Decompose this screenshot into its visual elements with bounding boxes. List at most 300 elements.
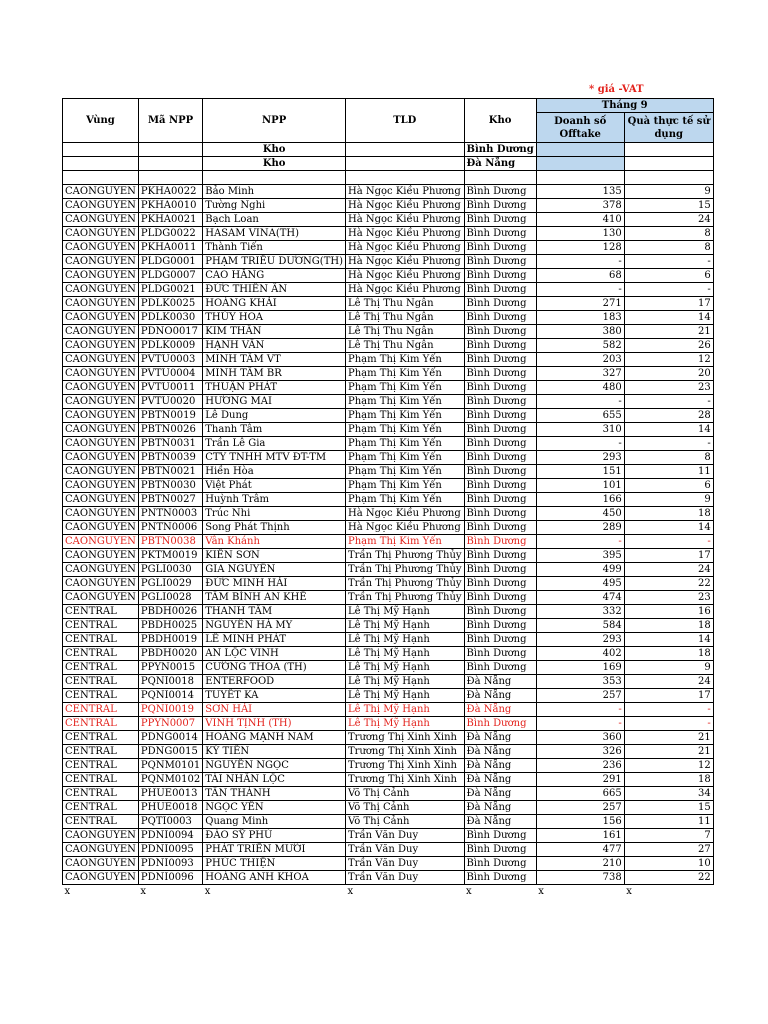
cell-qua: 9 (624, 661, 713, 675)
cell-tld: Lê Thị Mỹ Hạnh (346, 689, 465, 703)
cell-tld: Trần Thị Phương Thủy (346, 591, 465, 605)
cell-kho: Bình Dương (464, 521, 536, 535)
footer-mark: x (538, 886, 544, 898)
cell-doanh-so: 450 (536, 507, 624, 521)
cell-qua: 21 (624, 731, 713, 745)
cell-tld: Phạm Thị Kim Yến (346, 493, 465, 507)
cell-kho: Bình Dương (464, 339, 536, 353)
cell-kho: Đà Nẵng (464, 731, 536, 745)
cell-npp: Quang Minh (203, 815, 346, 829)
table-row (63, 353, 714, 367)
cell-doanh-so: - (536, 535, 624, 549)
cell-vung: CAONGUYEN (63, 451, 139, 465)
cell-ma-npp: PBTN0021 (138, 465, 202, 479)
cell-vung: CAONGUYEN (63, 283, 139, 297)
cell-kho: Đà Nẵng (464, 801, 536, 815)
table-row (63, 423, 714, 437)
cell-ma-npp: PVTU0011 (138, 381, 202, 395)
cell-doanh-so: 495 (536, 577, 624, 591)
footer-mark: x (204, 886, 211, 898)
cell-ma-npp: PBDH0025 (138, 619, 202, 633)
cell-kho: Bình Dương (464, 283, 536, 297)
table-row (63, 633, 714, 647)
cell-tld: Trương Thị Xinh Xinh (346, 773, 465, 787)
cell-ma-npp: PQTI0003 (138, 815, 202, 829)
cell-vung: CENTRAL (63, 815, 139, 829)
cell-npp: Trúc Nhi (203, 507, 346, 521)
cell-vung: CAONGUYEN (63, 507, 139, 521)
cell-npp: Thành Tiến (203, 241, 346, 255)
cell-vung: CAONGUYEN (63, 353, 139, 367)
cell-doanh-so: 310 (536, 423, 624, 437)
cell-qua: - (624, 437, 713, 451)
cell-doanh-so: 203 (536, 353, 624, 367)
cell-kho: Đà Nẵng (464, 759, 536, 773)
cell-npp: Bảo Minh (203, 185, 346, 199)
cell-tld: Hà Ngọc Kiều Phương (346, 283, 465, 297)
cell-tld: Trần Văn Duy (346, 871, 465, 885)
cell-ma-npp: PVTU0020 (138, 395, 202, 409)
cell-qua: 18 (624, 507, 713, 521)
cell-vung: CENTRAL (63, 647, 139, 661)
cell-tld: Trương Thị Xinh Xinh (346, 759, 465, 773)
cell-kho: Đà Nẵng (464, 689, 536, 703)
cell-ma-npp: PKHA0011 (138, 241, 202, 255)
cell-ma-npp: PLDG0001 (138, 255, 202, 269)
cell-vung: CAONGUYEN (63, 871, 139, 885)
cell-vung: CENTRAL (63, 759, 139, 773)
kho-value: Bình Dương (464, 143, 536, 157)
header-tld: TLD (346, 99, 465, 143)
table-row (63, 269, 714, 283)
cell-npp: KỲ TIẾN (203, 745, 346, 759)
cell-ma-npp: PDNI0096 (138, 871, 202, 885)
footer-mark: x (347, 886, 354, 898)
cell-npp: SƠN HẢI (203, 703, 346, 717)
table-row (63, 227, 714, 241)
cell-doanh-so: 410 (536, 213, 624, 227)
cell-kho: Bình Dương (464, 549, 536, 563)
cell-doanh-so: 665 (536, 787, 624, 801)
cell-doanh-so: 480 (536, 381, 624, 395)
cell-kho: Bình Dương (464, 619, 536, 633)
cell-npp: AN LỘC VINH (203, 647, 346, 661)
table-row (63, 689, 714, 703)
cell-tld: Hà Ngọc Kiều Phương (346, 269, 465, 283)
cell-tld: Phạm Thị Kim Yến (346, 479, 465, 493)
cell-npp: ĐÀO SỸ PHÚ (203, 829, 346, 843)
cell-npp: THUẬN PHÁT (203, 381, 346, 395)
cell-tld: Hà Ngọc Kiều Phương (346, 241, 465, 255)
table-row (63, 311, 714, 325)
cell-vung: CAONGUYEN (63, 857, 139, 871)
cell-doanh-so: 332 (536, 605, 624, 619)
table-row (63, 409, 714, 423)
cell-kho: Bình Dương (464, 367, 536, 381)
cell-tld: Trương Thị Xinh Xinh (346, 745, 465, 759)
cell-doanh-so: 499 (536, 563, 624, 577)
cell-kho: Bình Dương (464, 381, 536, 395)
cell-ma-npp: PBTN0038 (138, 535, 202, 549)
cell-npp: NGUYỄN HÀ MY (203, 619, 346, 633)
cell-doanh-so: 169 (536, 661, 624, 675)
cell-doanh-so: - (536, 437, 624, 451)
cell-ma-npp: PHUE0013 (138, 787, 202, 801)
table-row (63, 591, 714, 605)
cell-doanh-so: 156 (536, 815, 624, 829)
cell-ma-npp: PBTN0031 (138, 437, 202, 451)
cell-doanh-so: 474 (536, 591, 624, 605)
cell-tld: Trần Văn Duy (346, 843, 465, 857)
cell-ma-npp: PPYN0015 (138, 661, 202, 675)
cell-qua: 12 (624, 353, 713, 367)
cell-tld: Võ Thị Cảnh (346, 815, 465, 829)
cell-ma-npp: PGLI0029 (138, 577, 202, 591)
cell-kho: Đà Nẵng (464, 773, 536, 787)
cell-tld: Võ Thị Cảnh (346, 801, 465, 815)
cell-npp: HẠNH VÂN (203, 339, 346, 353)
table-row (63, 367, 714, 381)
cell-qua: 17 (624, 297, 713, 311)
cell-kho: Bình Dương (464, 409, 536, 423)
cell-ma-npp: PDNG0015 (138, 745, 202, 759)
cell-vung: CENTRAL (63, 675, 139, 689)
cell-doanh-so: - (536, 255, 624, 269)
cell-npp: MINH TÂM VT (203, 353, 346, 367)
cell-doanh-so: 257 (536, 689, 624, 703)
table-row (63, 185, 714, 199)
table-row (63, 437, 714, 451)
cell-doanh-so: 161 (536, 829, 624, 843)
cell-qua: 17 (624, 689, 713, 703)
cell-kho: Bình Dương (464, 199, 536, 213)
cell-qua: 17 (624, 549, 713, 563)
cell-qua: - (624, 255, 713, 269)
table-row (63, 451, 714, 465)
cell-vung: CENTRAL (63, 717, 139, 731)
cell-npp: Huỳnh Trâm (203, 493, 346, 507)
cell-ma-npp: PVTU0003 (138, 353, 202, 367)
cell-tld: Trần Văn Duy (346, 857, 465, 871)
cell-ma-npp: PQNM0102 (138, 773, 202, 787)
cell-kho: Bình Dương (464, 605, 536, 619)
cell-vung: CENTRAL (63, 731, 139, 745)
cell-qua: 18 (624, 619, 713, 633)
cell-ma-npp: PBTN0039 (138, 451, 202, 465)
table-row (63, 577, 714, 591)
table-row (63, 395, 714, 409)
cell-vung: CAONGUYEN (63, 213, 139, 227)
cell-kho: Bình Dương (464, 577, 536, 591)
cell-qua: 15 (624, 199, 713, 213)
kho-row (63, 143, 714, 157)
header-vung: Vùng (63, 99, 139, 143)
cell-npp: PHÚC THIỆN (203, 857, 346, 871)
cell-kho: Đà Nẵng (464, 815, 536, 829)
cell-tld: Trần Văn Duy (346, 829, 465, 843)
footer-mark: x (626, 886, 632, 898)
cell-ma-npp: PBDH0019 (138, 633, 202, 647)
cell-tld: Lê Thị Mỹ Hạnh (346, 717, 465, 731)
cell-doanh-so: 128 (536, 241, 624, 255)
cell-kho: Bình Dương (464, 269, 536, 283)
footer-mark: x (64, 886, 71, 898)
cell-kho: Bình Dương (464, 395, 536, 409)
cell-npp: THỦY HOA (203, 311, 346, 325)
table-row (63, 801, 714, 815)
cell-npp: ĐỨC THIÊN ÂN (203, 283, 346, 297)
cell-vung: CAONGUYEN (63, 227, 139, 241)
cell-ma-npp: PVTU0004 (138, 367, 202, 381)
cell-qua: 23 (624, 381, 713, 395)
cell-vung: CENTRAL (63, 787, 139, 801)
cell-ma-npp: PNTN0006 (138, 521, 202, 535)
cell-npp: THANH TÂM (203, 605, 346, 619)
table-row (63, 857, 714, 871)
cell-kho: Bình Dương (464, 437, 536, 451)
table-row (63, 339, 714, 353)
cell-kho: Bình Dương (464, 563, 536, 577)
cell-npp: Thanh Tâm (203, 423, 346, 437)
cell-kho: Bình Dương (464, 311, 536, 325)
cell-npp: HASAM VINA(TH) (203, 227, 346, 241)
cell-doanh-so: 353 (536, 675, 624, 689)
cell-doanh-so: 151 (536, 465, 624, 479)
cell-npp: PHÁT TRIỂN MƯỜI (203, 843, 346, 857)
cell-qua: 22 (624, 577, 713, 591)
cell-ma-npp: PQNI0018 (138, 675, 202, 689)
cell-tld: Lê Thị Mỹ Hạnh (346, 619, 465, 633)
cell-ma-npp: PKHA0022 (138, 185, 202, 199)
cell-npp: Vân Khánh (203, 535, 346, 549)
table-row (63, 815, 714, 829)
table-row (63, 549, 714, 563)
cell-doanh-so: 378 (536, 199, 624, 213)
cell-qua: 20 (624, 367, 713, 381)
cell-npp: KIM THÂN (203, 325, 346, 339)
cell-npp: HƯƠNG MAI (203, 395, 346, 409)
cell-npp: CAO HẰNG (203, 269, 346, 283)
cell-ma-npp: PBTN0019 (138, 409, 202, 423)
cell-ma-npp: PDNG0014 (138, 731, 202, 745)
cell-ma-npp: PGLI0028 (138, 591, 202, 605)
cell-tld: Phạm Thị Kim Yến (346, 451, 465, 465)
cell-tld: Lê Thị Thu Ngân (346, 297, 465, 311)
cell-tld: Trần Thị Phương Thủy (346, 549, 465, 563)
cell-npp: TÂN THÀNH (203, 787, 346, 801)
cell-ma-npp: PDLK0030 (138, 311, 202, 325)
cell-npp: KIẾN SƠN (203, 549, 346, 563)
cell-ma-npp: PBTN0027 (138, 493, 202, 507)
cell-doanh-so: 293 (536, 451, 624, 465)
cell-vung: CAONGUYEN (63, 521, 139, 535)
cell-vung: CAONGUYEN (63, 437, 139, 451)
cell-ma-npp: PLDG0022 (138, 227, 202, 241)
cell-ma-npp: PDNI0095 (138, 843, 202, 857)
kho-row (63, 157, 714, 171)
table-row (63, 563, 714, 577)
cell-vung: CENTRAL (63, 605, 139, 619)
cell-doanh-so: 402 (536, 647, 624, 661)
cell-tld: Phạm Thị Kim Yến (346, 367, 465, 381)
cell-vung: CAONGUYEN (63, 535, 139, 549)
cell-kho: Bình Dương (464, 647, 536, 661)
cell-npp: ENTERFOOD (203, 675, 346, 689)
cell-qua: 22 (624, 871, 713, 885)
cell-kho: Bình Dương (464, 535, 536, 549)
cell-doanh-so: 130 (536, 227, 624, 241)
cell-doanh-so: - (536, 717, 624, 731)
cell-tld: Hà Ngọc Kiều Phương (346, 227, 465, 241)
table-row (63, 213, 714, 227)
cell-qua: 9 (624, 493, 713, 507)
cell-vung: CENTRAL (63, 633, 139, 647)
cell-npp: Lê Dung (203, 409, 346, 423)
cell-doanh-so: - (536, 283, 624, 297)
cell-kho: Bình Dương (464, 857, 536, 871)
cell-qua: 14 (624, 633, 713, 647)
cell-doanh-so: 584 (536, 619, 624, 633)
cell-vung: CAONGUYEN (63, 339, 139, 353)
cell-ma-npp: PBDH0020 (138, 647, 202, 661)
cell-qua: 8 (624, 451, 713, 465)
cell-ma-npp: PKTM0019 (138, 549, 202, 563)
cell-npp: Trần Lê Gia (203, 437, 346, 451)
cell-qua: 24 (624, 563, 713, 577)
cell-qua: 6 (624, 269, 713, 283)
cell-qua: 8 (624, 227, 713, 241)
cell-kho: Bình Dương (464, 661, 536, 675)
table-row (63, 619, 714, 633)
cell-tld: Phạm Thị Kim Yến (346, 465, 465, 479)
cell-vung: CAONGUYEN (63, 465, 139, 479)
cell-npp: Hiền Hòa (203, 465, 346, 479)
cell-qua: 21 (624, 325, 713, 339)
header-qua-thuc-te: Quà thực tế sử dụng (624, 113, 713, 143)
cell-vung: CENTRAL (63, 773, 139, 787)
cell-npp: TUYẾT KA (203, 689, 346, 703)
cell-npp: VINH TỊNH (TH) (203, 717, 346, 731)
cell-ma-npp: PBTN0030 (138, 479, 202, 493)
cell-vung: CAONGUYEN (63, 311, 139, 325)
cell-npp: CƯỜNG THOA (TH) (203, 661, 346, 675)
cell-doanh-so: 166 (536, 493, 624, 507)
cell-vung: CAONGUYEN (63, 479, 139, 493)
table-row (63, 731, 714, 745)
cell-kho: Bình Dương (464, 227, 536, 241)
cell-ma-npp: PQNM0101 (138, 759, 202, 773)
cell-doanh-so: 183 (536, 311, 624, 325)
cell-qua: 24 (624, 213, 713, 227)
cell-tld: Trần Thị Phương Thủy (346, 563, 465, 577)
footer-row (63, 885, 714, 899)
footer-mark: x (466, 886, 472, 898)
cell-ma-npp: PDNI0093 (138, 857, 202, 871)
header-kho: Kho (464, 99, 536, 143)
cell-tld: Lê Thị Mỹ Hạnh (346, 661, 465, 675)
cell-tld: Phạm Thị Kim Yến (346, 535, 465, 549)
cell-kho: Bình Dương (464, 633, 536, 647)
table-row (63, 241, 714, 255)
table-row (63, 843, 714, 857)
cell-qua: 14 (624, 423, 713, 437)
cell-qua: 11 (624, 815, 713, 829)
cell-doanh-so: - (536, 395, 624, 409)
cell-kho: Bình Dương (464, 423, 536, 437)
cell-vung: CAONGUYEN (63, 577, 139, 591)
cell-tld: Phạm Thị Kim Yến (346, 437, 465, 451)
table-row (63, 647, 714, 661)
cell-doanh-so: 101 (536, 479, 624, 493)
cell-kho: Bình Dương (464, 241, 536, 255)
cell-vung: CAONGUYEN (63, 843, 139, 857)
cell-doanh-so: 477 (536, 843, 624, 857)
cell-qua: 16 (624, 605, 713, 619)
cell-kho: Bình Dương (464, 507, 536, 521)
cell-tld: Hà Ngọc Kiều Phương (346, 507, 465, 521)
header-month: Tháng 9 (536, 99, 713, 113)
cell-doanh-so: 293 (536, 633, 624, 647)
cell-qua: 18 (624, 647, 713, 661)
cell-qua: 23 (624, 591, 713, 605)
kho-value: Đà Nẵng (464, 157, 536, 171)
cell-vung: CENTRAL (63, 801, 139, 815)
cell-qua: 7 (624, 829, 713, 843)
cell-kho: Bình Dương (464, 493, 536, 507)
table-row (63, 787, 714, 801)
cell-ma-npp: PNTN0003 (138, 507, 202, 521)
cell-npp: Song Phát Thịnh (203, 521, 346, 535)
kho-label: Kho (203, 157, 346, 171)
cell-tld: Lê Thị Mỹ Hạnh (346, 675, 465, 689)
cell-ma-npp: PKHA0021 (138, 213, 202, 227)
cell-kho: Bình Dương (464, 829, 536, 843)
cell-ma-npp: PDNI0094 (138, 829, 202, 843)
cell-kho: Bình Dương (464, 255, 536, 269)
cell-tld: Phạm Thị Kim Yến (346, 409, 465, 423)
cell-ma-npp: PPYN0007 (138, 717, 202, 731)
cell-doanh-so: - (536, 703, 624, 717)
cell-ma-npp: PGLI0030 (138, 563, 202, 577)
cell-kho: Bình Dương (464, 479, 536, 493)
cell-qua: - (624, 535, 713, 549)
cell-doanh-so: 655 (536, 409, 624, 423)
cell-kho: Bình Dương (464, 185, 536, 199)
cell-tld: Phạm Thị Kim Yến (346, 381, 465, 395)
cell-vung: CAONGUYEN (63, 409, 139, 423)
cell-doanh-so: 271 (536, 297, 624, 311)
cell-doanh-so: 582 (536, 339, 624, 353)
cell-ma-npp: PHUE0018 (138, 801, 202, 815)
cell-ma-npp: PDNO0017 (138, 325, 202, 339)
cell-tld: Trương Thị Xinh Xinh (346, 731, 465, 745)
footer-mark: x (140, 886, 147, 898)
table-row (63, 829, 714, 843)
cell-doanh-so: 291 (536, 773, 624, 787)
cell-npp: TÀI NHÂN LỘC (203, 773, 346, 787)
table-row (63, 661, 714, 675)
cell-kho: Đà Nẵng (464, 703, 536, 717)
table-row (63, 381, 714, 395)
cell-ma-npp: PLDG0007 (138, 269, 202, 283)
cell-vung: CENTRAL (63, 745, 139, 759)
cell-qua: 24 (624, 675, 713, 689)
cell-doanh-so: 68 (536, 269, 624, 283)
cell-qua: 26 (624, 339, 713, 353)
cell-kho: Bình Dương (464, 213, 536, 227)
cell-tld: Lê Thị Mỹ Hạnh (346, 647, 465, 661)
cell-vung: CAONGUYEN (63, 591, 139, 605)
